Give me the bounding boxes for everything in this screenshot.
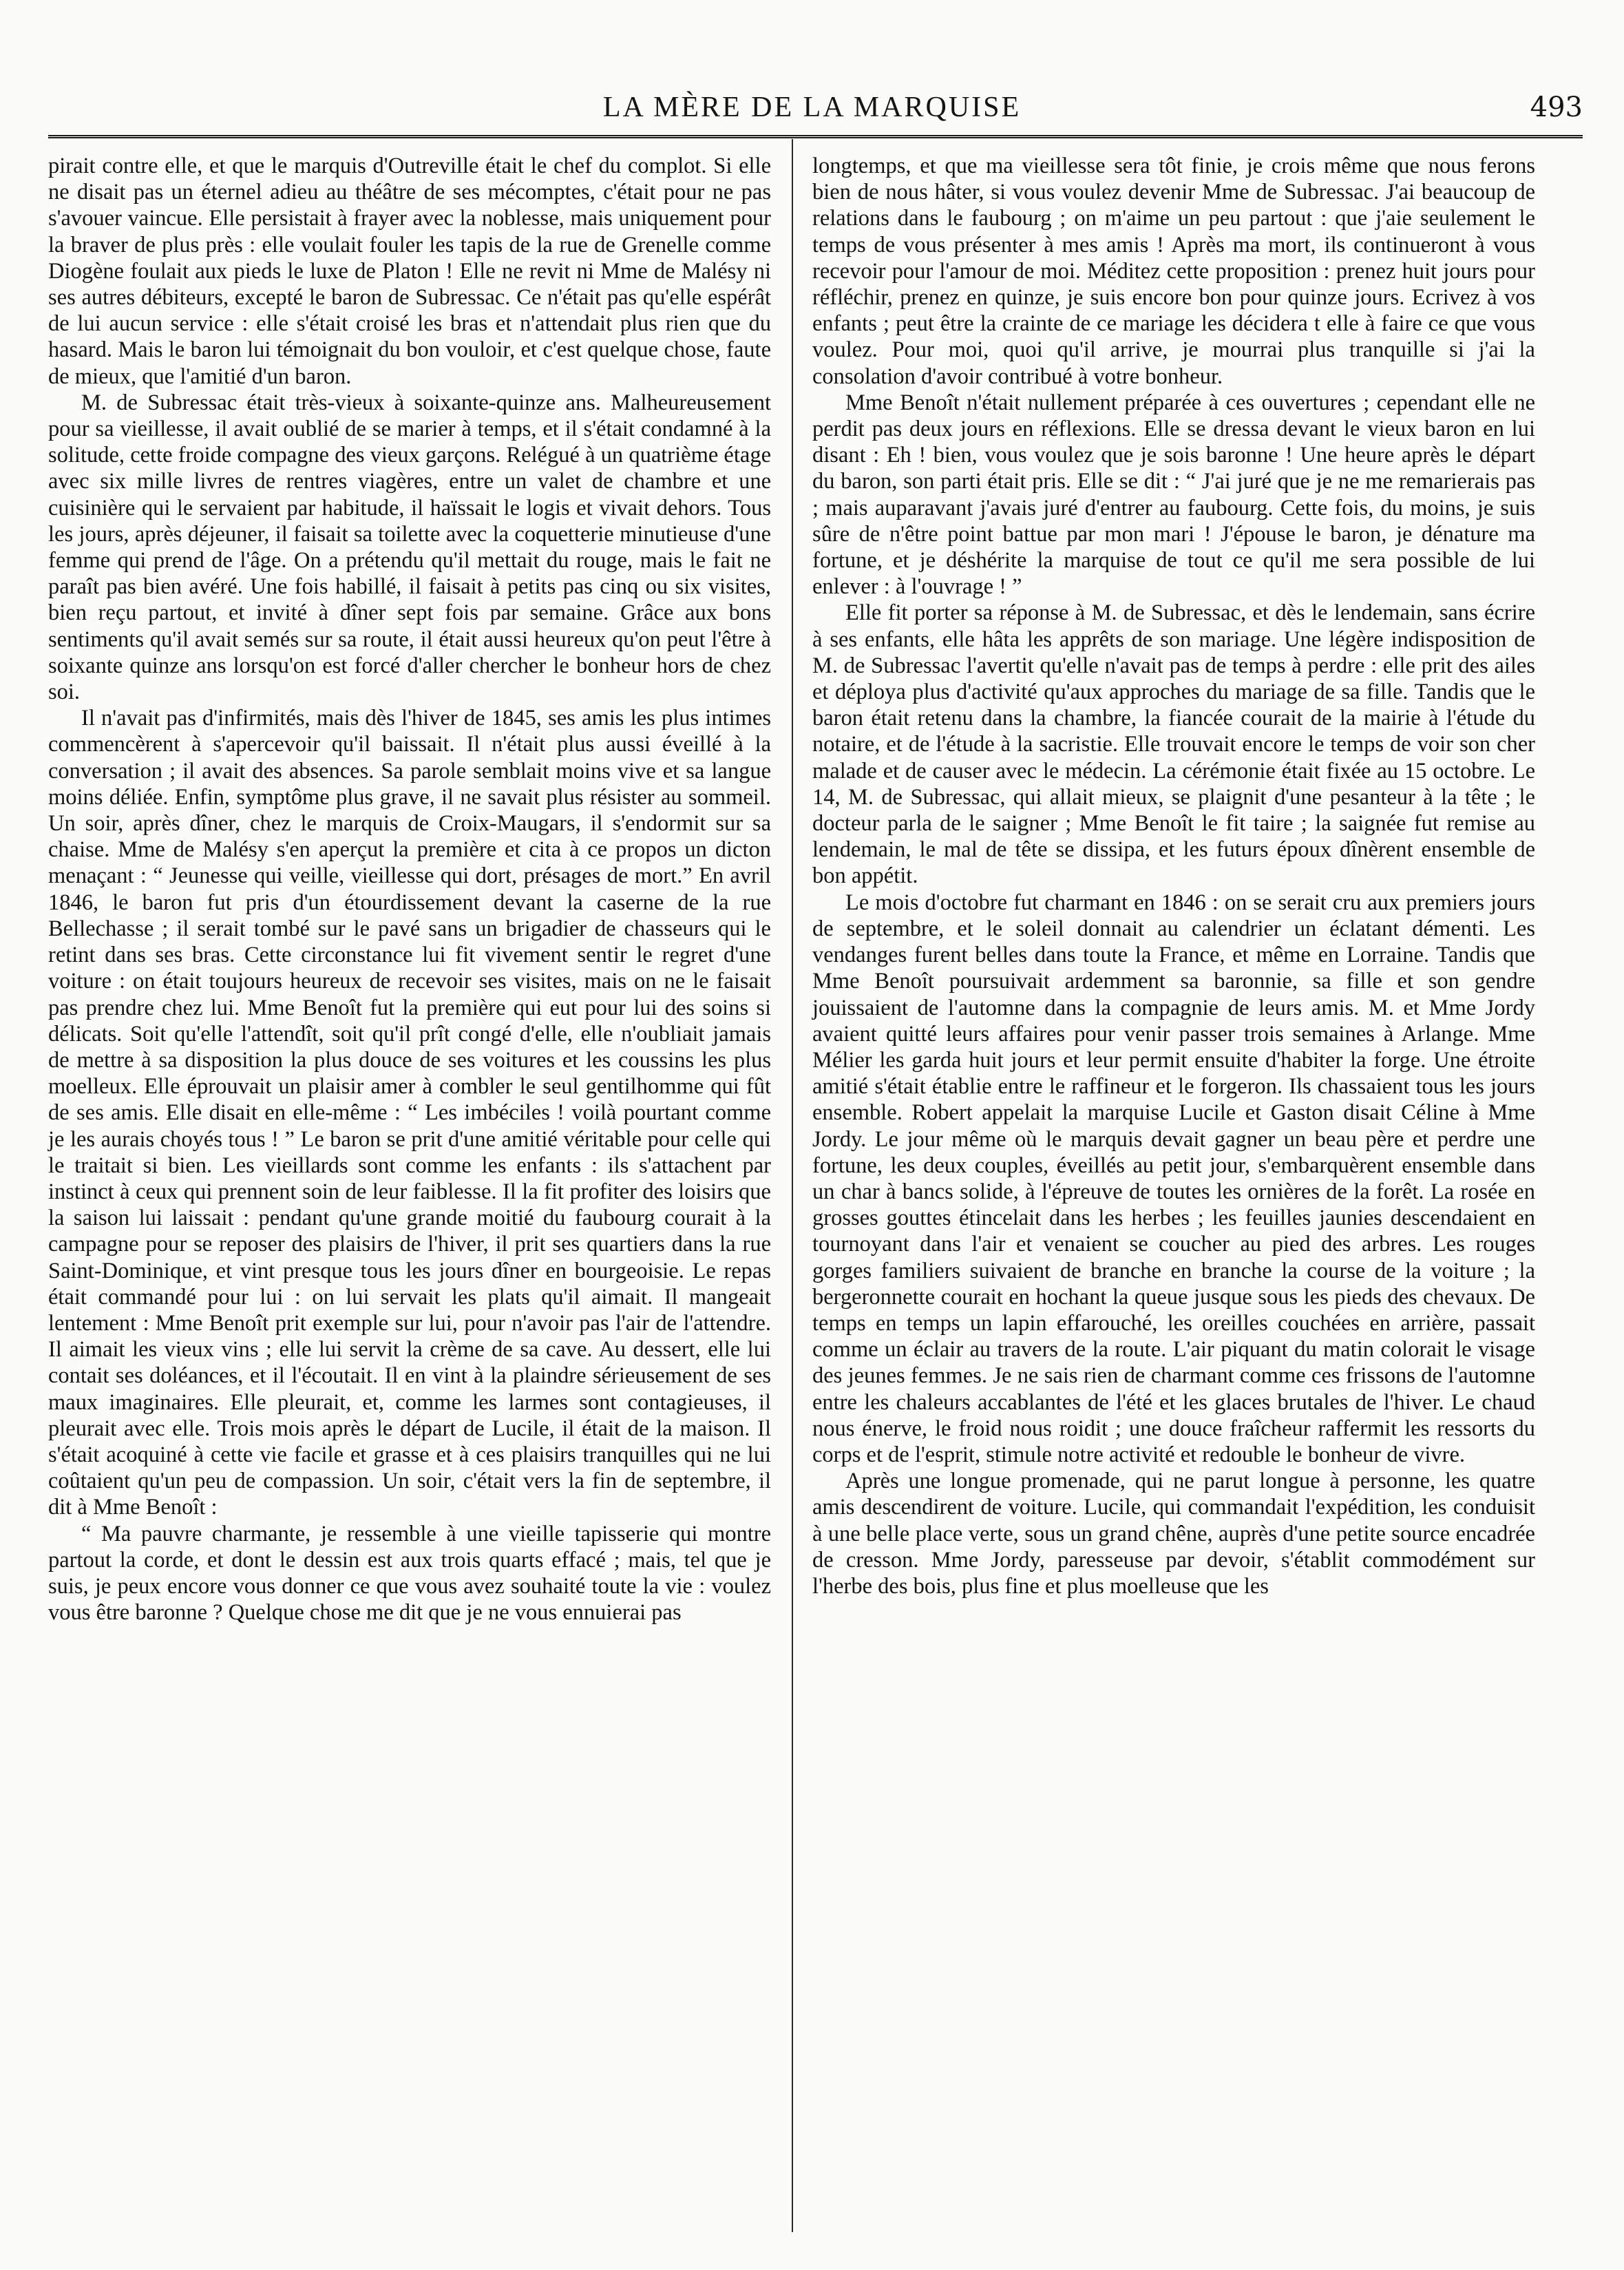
paragraph: pirait contre elle, et que le marquis d'Outreville était le chef du complot. Si elle ne disait pas un éternel adieu au théâtre de ses mécomptes, c'était pour ne pas s'avouer vaincue. Elle persistait à frayer avec la noblesse, mais uniquement pour la braver de plus près : elle voulait fouler les tapis de la rue de Grenelle comme Diogène foulait aux pieds le luxe de Platon ! Elle ne revit ni Mme de Malésy ni ses autres débiteurs, excepté le baron de Subressac. Ce n'était pas qu'elle espérât de lui aucun service : elle s'était croisé les bras et n'attendait plus rien que du hasard. Mais le baron lui témoignait du bon vouloir, et c'est quelque chose, faute de mieux, que l'amitié d'un baron. xyxy=(48,154,771,389)
right-column xyxy=(812,153,1535,1599)
paragraph: Après une longue promenade, qui ne parut longue à personne, les quatre amis descendirent de voiture. Lucile, qui commandait l'expédition, les conduisit à une belle place verte, sous un grand chêne, auprès d'une petite source encadrée de cresson. Mme Jordy, paresseuse par devoir, s'établit commodément sur l'herbe des bois, plus fine et plus moelleuse que les xyxy=(812,1469,1535,1599)
paragraph: Le mois d'octobre fut charmant en 1846 : on se serait cru aux premiers jours de septembre, et le soleil donnait au calendrier un éclatant démenti. Les vendanges furent belles dans toute la France, et même en Lorraine. Tandis que Mme Benoît poursuivait ardemment sa baronnie, sa fille et son gendre jouissaient de l'automne dans la compagnie de leurs amis. M. et Mme Jordy avaient quitté leurs affaires pour venir passer trois semaines à Arlange. Mme Mélier les garda huit jours et leur permit ensuite d'habiter la forge. Une étroite amitié s'était établie entre le raffineur et le forgeron. Ils chassaient tous les jours ensemble. Robert appelait la marquise Lucile et Gaston disait Céline à Mme Jordy. Le jour même où le marquis devait gagner un beau père et perdre une fortune, les deux couples, éveillés au petit jour, s'embarquèrent ensemble dans un char à bancs solide, à l'épreuve de toutes les ornières de la forêt. La rosée en grosses gouttes étincelait dans les herbes ; les feuilles jaunies descendaient en tournoyant dans l'air et venaient se coucher au pied des arbres. Les rouges gorges familiers suivaient de branche en branche la course de la voiture ; la bergeronnette courait en hochant la queue jusque sous les pieds des chevaux. De temps en temps un lapin effarouché, les oreilles couchées en arrière, passait comme un éclair au travers de la route. L'air piquant du matin colorait le visage des jeunes femmes. Je ne sais rien de charmant comme ces frissons de l'automne entre les chaleurs accablantes de l'été et les glaces brutales de l'hiver. Le chaud nous énerve, le froid nous roidit ; une douce fraîcheur raffermit les ressorts du corps et de l'esprit, stimule notre activité et redouble le bonheur de vivre. xyxy=(812,890,1535,1467)
paragraph: “ Ma pauvre charmante, je ressemble à une vieille tapisserie qui montre partout la corde, et dont le dessin est aux trois quarts effacé ; mais, tel que je suis, je peux encore vous donner ce que vous avez souhaité toute la vie : voulez vous être baronne ? Quelque chose me dit que je ne vous ennuierai pas xyxy=(48,1521,771,1626)
paragraph: Elle fit porter sa réponse à M. de Subressac, et dès le lendemain, sans écrire à ses enfants, elle hâta les apprêts de son mariage. Une légère indisposition de M. de Subressac l'avertit qu'elle n'avait pas de temps à perdre : elle prit des ailes et déploya plus d'activité qu'aux approches du mariage de sa fille. Tandis que le baron était retenu dans la chambre, la fiancée courait de la mairie à l'étude du notaire, et de l'étude à la sacristie. Elle trouvait encore le temps de voir son cher malade et de causer avec le médecin. La cérémonie était fixée au 15 octobre. Le 14, M. de Subressac, qui allait mieux, se plaignit d'une pesanteur à la tête ; le docteur parla de le saigner ; Mme Benoît le fit taire ; la saignée fut remise au lendemain, le mal de tête se dissipa, et les futurs époux dînèrent ensemble de bon appétit. xyxy=(812,600,1535,889)
column-divider xyxy=(792,139,793,2232)
page-number: 493 xyxy=(1530,92,1583,123)
paragraph: M. de Subressac était très-vieux à soixante-quinze ans. Malheureusement pour sa vieillesse, il avait oublié de se marier à temps, et il s'était condamné à la solitude, cette froide compagne des vieux garçons. Relégué à un quatrième étage avec six mille livres de rentres viagères, entre un valet de chambre et une cuisinière qui le servaient par habitude, il haïssait le logis et vivait dehors. Tous les jours, après déjeuner, il faisait sa toilette avec la coquetterie minutieuse d'une femme qui prend de l'âge. On a prétendu qu'il mettait du rouge, mais le fait ne paraît pas bien avéré. Une fois habillé, il faisait à petits pas cinq ou six visites, bien reçu partout, et invité à dîner sept fois par semaine. Grâce aux bons sentiments qu'il avait semés sur sa route, il était aussi heureux qu'on peut l'être à soixante quinze ans lorsqu'on est forcé d'aller chercher le bonheur hors de chez soi. xyxy=(48,390,771,705)
running-head xyxy=(41,88,1583,127)
header-rule xyxy=(48,135,1583,138)
paragraph: longtemps, et que ma vieillesse sera tôt finie, je crois même que nous ferons bien de nous hâter, si vous voulez devenir Mme de Subressac. J'ai beaucoup de relations dans le faubourg ; on m'aime un peu partout : que j'aie seulement le temps de vous présenter à mes amis ! Après ma mort, ils continueront à vous recevoir pour l'amour de moi. Méditez cette proposition : prenez huit jours pour réfléchir, prenez en quinze, je suis encore bon pour quinze jours. Ecrivez à vos enfants ; peut être la crainte de ce mariage les décidera t elle à faire ce que vous voulez. Pour moi, quoi qu'il arrive, je mourrai plus tranquille si j'ai la consolation d'avoir contribué à votre bonheur. xyxy=(812,154,1535,389)
paragraph: Mme Benoît n'était nullement préparée à ces ouvertures ; cependant elle ne perdit pas deux jours en réflexions. Elle se dressa devant le vieux baron en lui disant : Eh ! bien, vous voulez que je sois baronne ! Une heure après le départ du baron, son parti était pris. Elle se dit : “ J'ai juré que je ne me remarierais pas ; mais auparavant j'avais juré d'entrer au faubourg. Cette fois, du moins, je suis sûre de n'être point battue par mon mari ! J'épouse le baron, je dénature ma fortune, et je déshérite la marquise de tout ce qu'il me sera possible de lui enlever : à l'ouvrage ! ” xyxy=(812,390,1535,600)
running-title: LA MÈRE DE LA MARQUISE xyxy=(602,92,1022,123)
left-column xyxy=(48,153,771,1626)
paragraph: Il n'avait pas d'infirmités, mais dès l'hiver de 1845, ses amis les plus intimes commencèrent à s'apercevoir qu'il baissait. Il n'était plus aussi éveillé à la conversation ; il avait des absences. Sa parole semblait moins vive et sa langue moins déliée. Enfin, symptôme plus grave, il ne savait plus résister au sommeil. Un soir, après dîner, chez le marquis de Croix-Maugars, il s'endormit sur sa chaise. Mme de Malésy s'en aperçut la première et cita à ce propos un dicton menaçant : “ Jeunesse qui veille, vieillesse qui dort, présages de mort.” En avril 1846, le baron fut pris d'un étourdissement devant la caserne de la rue Bellechasse ; il serait tombé sur le pavé sans un brigadier de chasseurs qui le retint dans ses bras. Cette circonstance lui fit vivement sentir le regret d'une voiture : on était toujours heureux de recevoir ses visites, mais on ne le faisait pas prendre chez lui. Mme Benoît fut la première qui eut pour lui des soins si délicats. Soit qu'elle l'attendît, soit qu'il prît congé d'elle, elle n'oubliait jamais de mettre à sa disposition la plus douce de ses voitures et les coussins les plus moelleux. Elle éprouvait un plaisir amer à combler le seul gentilhomme qui fût de ses amis. Elle disait en elle-même : “ Les imbéciles ! voilà pourtant comme je les aurais choyés tous ! ” Le baron se prit d'une amitié véritable pour celle qui le traitait si bien. Les vieillards sont comme les enfants : ils s'attachent par instinct à ceux qui prennent soin de leur faiblesse. Il la fit profiter des loisirs que la saison lui laissait : pendant qu'une grande moitié du faubourg courait à la campagne pour se reposer des plaisirs de l'hiver, il prit ses quartiers dans la rue Saint-Dominique, et vint presque tous les jours dîner en bourgeoisie. Le repas était commandé pour lui : on lui servait les plats qu'il aimait. Il mangeait lentement : Mme Benoît prit exemple sur lui, pour n'avoir pas l'air de l'attendre. Il aimait les vieux vins ; elle lui servit la crème de sa cave. Au dessert, elle lui contait ses doléances, et il l'écoutait. Il en vint à la plaindre sérieusement de ses maux imaginaires. Elle pleurait, et, comme les larmes sont contagieuses, il pleurait avec elle. Trois mois après le départ de Lucile, il était de la maison. Il s'était acoquiné à cette vie facile et grasse et à ces plaisirs tranquilles qui ne lui coûtaient qu'un peu de compassion. Un soir, c'était vers la fin de septembre, il dit à Mme Benoît : xyxy=(48,706,771,1520)
